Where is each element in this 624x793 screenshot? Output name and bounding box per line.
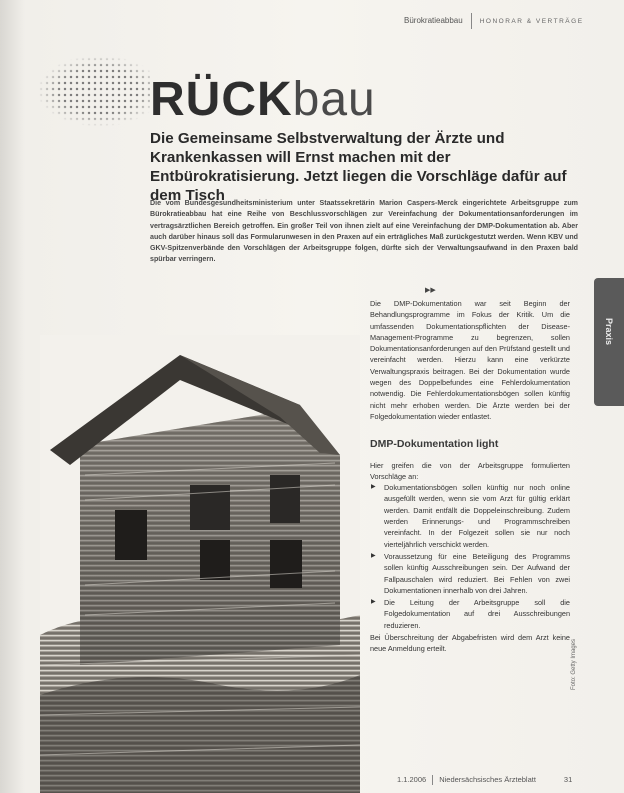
category-label: HONORAR & VERTRÄGE [479, 18, 584, 26]
body-end-paragraph: Bei Überschreitung der Abgabefristen wird dem Arzt keine neue Anmeldung erteilt. [370, 633, 570, 654]
body-column [370, 298, 570, 655]
paper-house-photo [40, 335, 360, 793]
dmp-intro-paragraph: Hier greifen die von der Arbeitsgruppe formulierten Vorschläge an: [370, 460, 570, 481]
headline: Die Gemeinsame Selbstverwaltung der Ärzte und Krankenkassen will Ernst machen mit der Entbürokratisierung. Jetzt liegen die Vorschläge dafür auf dem Tisch [150, 130, 567, 204]
arrow-marker-icon: ▶▶ [425, 287, 436, 294]
list-item: ▶ Voraussetzung für eine Beteiligung des Programms sollen künftig Ausschreibungen sein. Der Aufwand der Fallpauschalen wird reduziert. Bei Fehlen von zwei Dokumentationen innerhalb von drei Jahren. [370, 551, 570, 596]
list-item: ▶ Die Leitung der Arbeitsgruppe soll die Folgedokumentation auf drei Ausschreibungen reduzieren. [370, 597, 570, 631]
photo-credit: Foto: Getty Images [571, 638, 577, 690]
lead-paragraph: Die vom Bundesgesundheitsministerium unter Staatssekretärin Marion Caspers-Merck eingerichtete Arbeitsgruppe zum Bürokratieabbau hat eine Reihe von Beschlussvorschlägen zur Vereinfachung der Dokumentationsanforderungen im vertragsärztlichen Bereich getroffen. Ein großer Teil von ihnen zielt auf eine Vereinfachung der DMP-Dokumentation ab. Aber auch darüber hinaus soll das Formularunwesen in den Praxen auf ein erträgliches Maß zurückgestutzt werden. Wenn KBV und GKV-Spitzenverbände den Vorschlägen der Arbeitsgruppe folgen, dürfte sich der Verwaltungsaufwand in den Praxen bald spürbar verringern. [150, 199, 578, 264]
section-heading: DMP-Dokumentation light [370, 438, 499, 451]
section-label: Bürokratieabbau [404, 16, 463, 26]
title-thin-part: bau [292, 73, 376, 126]
page-title [150, 74, 376, 126]
proposal-list [370, 482, 570, 631]
body-intro-paragraph: Die DMP-Dokumentation war seit Beginn der Behandlungsprogramme im Fokus der Kritik. Um die umfassenden Dokumentationspflichten der Disease-Management-Programme zu begrenzen, sollen Dokumentationsanforderungen auf den Prüfstand gestellt und vereinfacht werden. Hierzu kann eine verkürzte Verwaltungspraxis beitragen. Bei der Dokumentation wurde wegen des Doppelbefundes eine Fehlerdokumentation notwendig. Die Fehlerdokumentationsbögen sollen künftig nicht mehr erhoben werden. Die Ärzte werden bei der Folgedokumentation wieder entlastet. [370, 299, 570, 421]
list-item: ▶ Dokumentationsbögen sollen künftig nur noch online ausgefüllt werden, wenn sie vom Arzt für gültig erklärt werden. Damit entfällt die Doppeleinschreibung. Zudem werden Erinnerungs- und Programmschreiben vereinfacht. In der Folgezeit sollen sie nur noch vierteljährlich verschickt werden. [370, 482, 570, 550]
issue-date: 1.1.2006 [397, 775, 427, 784]
page-footer [397, 775, 572, 785]
page-header [404, 13, 584, 29]
title-bold-part: RÜCK [150, 73, 293, 126]
magazine-name: Niedersächsisches Ärzteblatt [439, 775, 536, 784]
page-number: 31 [563, 775, 573, 784]
header-divider [471, 13, 472, 29]
footer-divider [432, 775, 433, 785]
dot-pattern-graphic [38, 56, 150, 126]
side-tab-label: Praxis [604, 318, 614, 346]
section-side-tab [594, 278, 624, 406]
